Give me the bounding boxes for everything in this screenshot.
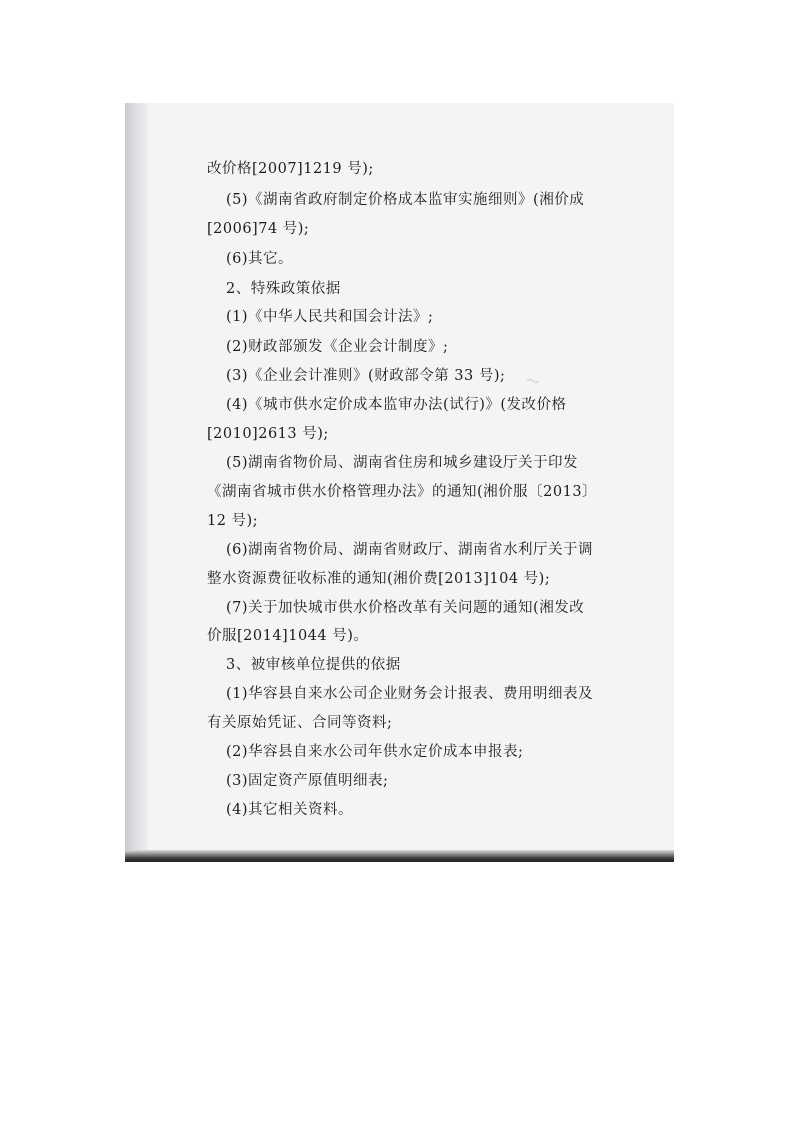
text-line: [2010]2613 号);	[207, 426, 329, 442]
text-line: (5)《湖南省政府制定价格成本监审实施细则》(湘价成	[226, 192, 585, 208]
text-line: (4)《城市供水定价成本监审办法(试行)》(发改价格	[226, 397, 567, 413]
document-body	[125, 103, 674, 862]
text-line: (1)《中华人民共和国会计法》;	[226, 309, 434, 325]
text-line: (2)财政部颁发《企业会计制度》;	[226, 339, 449, 355]
scanned-page	[125, 103, 674, 862]
text-line: (7)关于加快城市供水价格改革有关问题的通知(湘发改	[226, 600, 585, 616]
text-line: 《湖南省城市供水价格管理办法》的通知(湘价服〔2013〕	[207, 484, 598, 500]
text-line: [2006]74 号);	[207, 221, 310, 237]
text-line: (4)其它相关资料。	[226, 802, 354, 818]
text-line: 有关原始凭证、合同等资料;	[207, 715, 393, 731]
section-heading: 2、特殊政策依据	[226, 281, 341, 297]
text-line: (6)其它。	[226, 251, 294, 267]
text-line: (1)华容县自来水公司企业财务会计报表、费用明细表及	[226, 686, 594, 702]
text-line: 改价格[2007]1219 号);	[207, 161, 374, 177]
text-line: 整水资源费征收标准的通知(湘价费[2013]104 号);	[207, 571, 551, 587]
text-line: 12 号);	[207, 513, 259, 529]
text-line: (5)湖南省物价局、湖南省住房和城乡建设厅关于印发	[226, 455, 579, 471]
section-heading: 3、被审核单位提供的依据	[226, 657, 401, 673]
text-line: (3)《企业会计准则》(财政部令第 33 号);	[226, 368, 506, 384]
text-line: (3)固定资产原值明细表;	[226, 773, 389, 789]
text-line: (2)华容县自来水公司年供水定价成本申报表;	[226, 744, 524, 760]
text-line: (6)湖南省物价局、湖南省财政厅、湖南省水利厅关于调	[226, 542, 594, 558]
text-line: 价服[2014]1044 号)。	[207, 628, 369, 644]
